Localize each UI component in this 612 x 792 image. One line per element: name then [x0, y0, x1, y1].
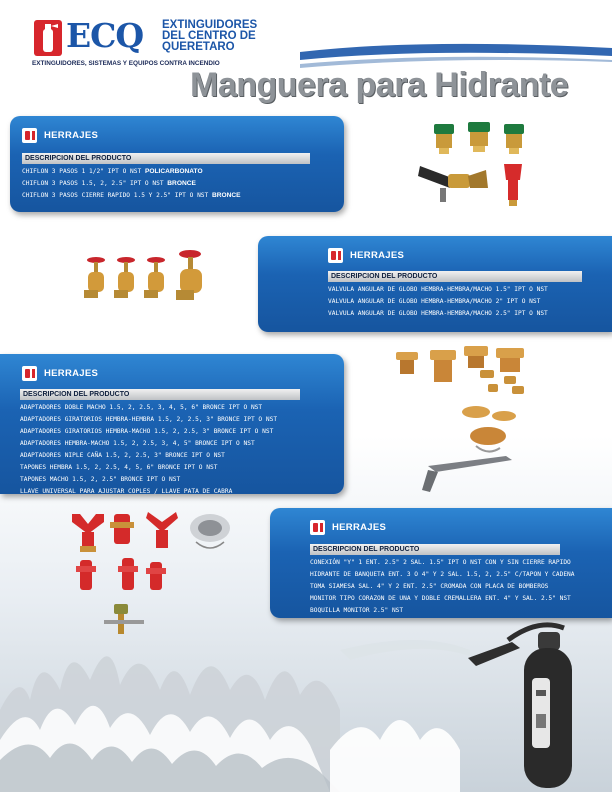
list-item: TAPONES HEMBRA 1.5, 2, 2.5, 4, 5, 6" BRONCE IPT O NST — [20, 464, 218, 471]
nozzle-products-image — [412, 118, 552, 214]
panel-title: HERRAJES — [332, 522, 387, 533]
list-item: CONEXIÓN "Y" 1 ENT. 2.5" 2 SAL. 1.5" IPT O NST CON Y SIN CIERRE RAPIDO — [310, 559, 571, 566]
panel-valvulas — [258, 236, 612, 332]
extinguisher-icon — [310, 520, 325, 535]
list-item: LLAVE UNIVERSAL PARA AJUSTAR COPLES / LLAVE PATA DE CABRA — [20, 488, 233, 495]
product-list — [22, 166, 344, 202]
panel-title: HERRAJES — [350, 250, 405, 261]
list-item: MONITOR TIPO CORAZON DE UNA Y DOBLE CREMALLERA ENT. 4" Y SAL. 2.5" NST — [310, 595, 571, 602]
list-item: TOMA SIAMESA SAL. 4" Y 2 ENT. 2.5" CROMADA CON PLACA DE BOMBEROS — [310, 583, 549, 590]
list-item: ADAPTADORES DOBLE MACHO 1.5, 2, 2.5, 3, 4, 5, 6" BRONCE IPT O NST — [20, 404, 263, 411]
description-header: DESCRIPCION DEL PRODUCTO — [310, 544, 560, 555]
extinguisher-icon — [22, 366, 37, 381]
list-item: VALVULA ANGULAR DE GLOBO HEMBRA-HEMBRA/MACHO 2" IPT O NST — [328, 298, 541, 305]
extinguisher-icon — [328, 248, 343, 263]
list-item: CHIFLON 3 PASOS 1.5, 2, 2.5" IPT O NST BRONCE — [22, 180, 196, 187]
panel-title: HERRAJES — [44, 368, 99, 379]
product-list — [328, 284, 612, 320]
list-item: CHIFLON 3 PASOS CIERRE RAPIDO 1.5 Y 2.5" IPT O NST BRONCE — [22, 192, 241, 199]
description-header: DESCRIPCION DEL PRODUCTO — [22, 153, 310, 164]
list-item: VALVULA ANGULAR DE GLOBO HEMBRA-HEMBRA/MACHO 2.5" IPT O NST — [328, 310, 548, 317]
list-item: ADAPTADORES HEMBRA-MACHO 1.5, 2, 2.5, 3, 4, 5" BRONCE IPT O NST — [20, 440, 255, 447]
list-item: ADAPTADORES NIPLE CAÑA 1.5, 2, 2.5, 3" BRONCE IPT O NST — [20, 452, 225, 459]
description-header: DESCRIPCION DEL PRODUCTO — [20, 389, 300, 400]
page-title: Manguera para Hidrante — [190, 66, 569, 104]
list-item: VALVULA ANGULAR DE GLOBO HEMBRA-HEMBRA/MACHO 1.5" IPT O NST — [328, 286, 548, 293]
list-item: TAPONES MACHO 1.5, 2, 2.5" BRONCE IPT O NST — [20, 476, 181, 483]
angle-valve-products-image — [78, 250, 218, 310]
list-item: CHIFLON 3 PASOS 1 1/2" IPT O NST POLICARBONATO — [22, 168, 203, 175]
adapter-products-image — [392, 340, 542, 500]
list-item: ADAPTADORES GIRATORIOS HEMBRA-MACHO 1.5, 2, 2.5, 3" BRONCE IPT O NST — [20, 428, 274, 435]
company-tagline: EXTINGUIDORES, SISTEMAS Y EQUIPOS CONTRA INCENDIO — [32, 60, 220, 67]
company-name: EXTINGUIDORES DEL CENTRO DE QUERETARO — [162, 19, 258, 53]
panel-title: HERRAJES — [44, 130, 99, 141]
panel-adaptadores — [0, 354, 344, 494]
extinguisher-logo-icon — [34, 20, 62, 56]
product-list — [20, 402, 344, 498]
list-item: ADAPTADORES GIRATORIOS HEMBRA-HEMBRA 1.5, 2, 2.5, 3" BRONCE IPT O NST — [20, 416, 278, 423]
company-logo — [30, 14, 330, 74]
list-item: HIDRANTE DE BANQUETA ENT. 3 O 4" Y 2 SAL. 1.5, 2, 2.5" C/TAPON Y CADENA — [310, 571, 575, 578]
logo-mark: ECQ — [66, 16, 144, 55]
extinguisher-icon — [22, 128, 37, 143]
description-header: DESCRIPCION DEL PRODUCTO — [328, 271, 582, 282]
panel-chiflones — [10, 116, 344, 212]
fire-extinguisher-icon — [468, 618, 588, 792]
list-item: BOQUILLA MONITOR 2.5" NST — [310, 607, 404, 614]
